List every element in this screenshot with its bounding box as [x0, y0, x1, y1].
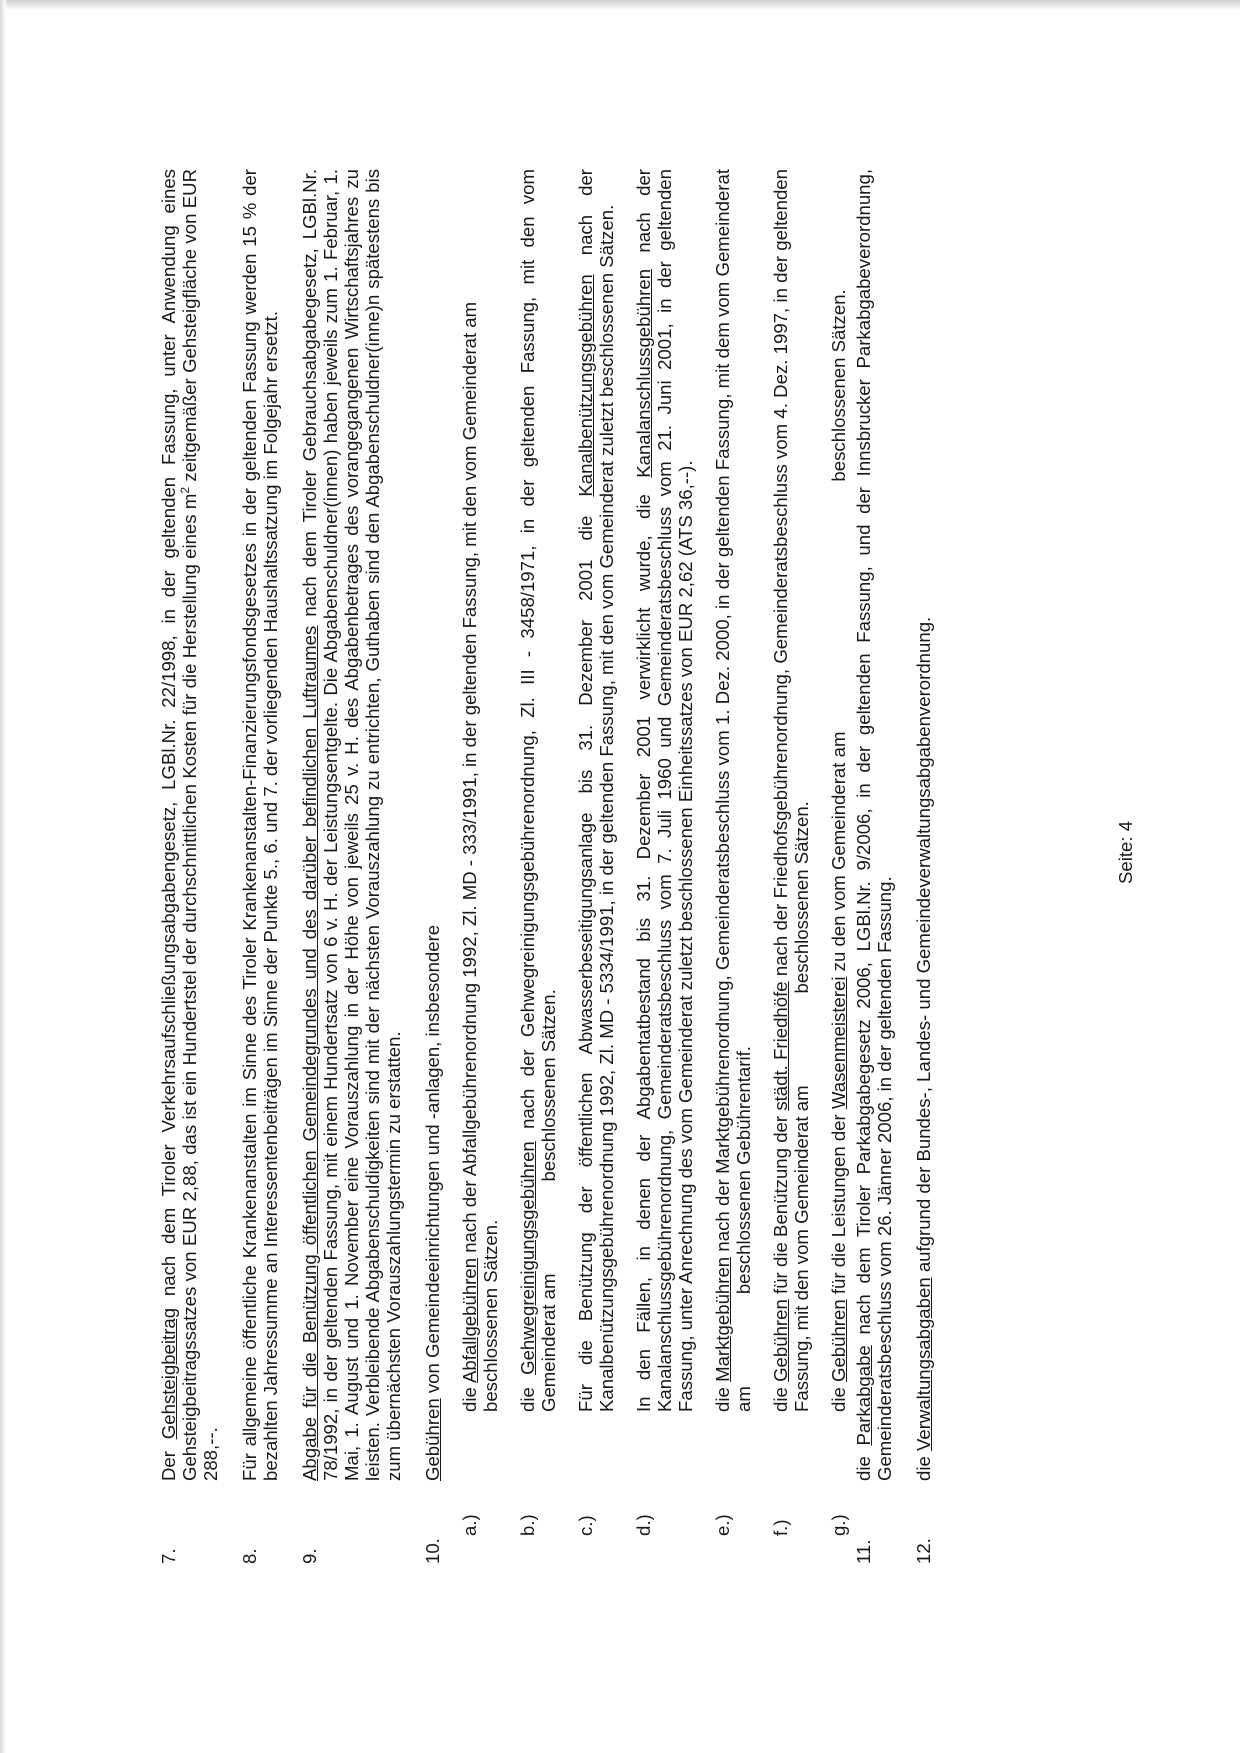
underlined-term: Abfallgebühren	[459, 1257, 480, 1384]
item-number: 10.	[422, 1538, 443, 1564]
sub-item-f	[770, 169, 812, 1550]
list-item-12	[913, 169, 934, 1564]
list-item-9	[299, 169, 404, 1564]
page-number: Seite: 4	[1115, 820, 1136, 884]
underlined-term: Gebühren	[828, 1299, 849, 1383]
item-number: 7.	[158, 1548, 179, 1564]
sub-item-letter: g.)	[828, 1514, 849, 1536]
item-text: Abgabe für die Benützung öffentlichen Gemeindegrundes und des darüber befindlichen Luftraumes nach dem Tiroler Gebrauchsabgabegesetz, LGBl.Nr. 78/1992, in der geltenden Fassung, mit einem Hundertsatz von 6 v. H. der Leistungsentgelte. Die Abgabenschuldner(innen) haben jeweils zum 1. Februar, 1. Mai, 1. August und 1. November eine Vorauszahlung in der Höhe von jeweils 25 v. H. des Abgabenbetrages des vorangegangenen Wirtschaftsjahres zu leisten. Verbleibende Abgabenschuldigkeiten sind mit der nächsten Vorauszahlung zu entrichten, Guthaben sind den Abgabenschuldner(inne)n spätestens bis zum übernächsten Vorauszahlungstermin zu erstatten.	[299, 169, 404, 1481]
sub-item-text: die Abfallgebühren nach der Abfallgebührenordnung 1992, Zl. MD - 333/1991, in der geltenden Fassung, mit den vom Gemeinderat am beschlossenen Sätzen.	[459, 301, 501, 1412]
sub-item-text: die Gehwegreinigungsgebühren nach der Gehwegreinigungsgebührenordnung, Zl. III - 3458/1971, in der geltenden Fassung, mit den vom Gemeinderat ambeschlossenen Sätzen.	[517, 168, 559, 1412]
item-text: Gebühren von Gemeindeeinrichtungen und -anlagen, insbesondere	[422, 924, 443, 1481]
item-text: Für allgemeine öffentliche Krankenanstalten im Sinne des Tiroler Krankenanstalten-Finanzierungsfondsgesetzes in der geltenden Fassung werden 15 % der bezahlten Jahressumme an Interessentenbeiträgen im Sinne der Punkte 5., 6. und 7. der vorliegenden Haushaltssatzung im Folgejahr ersetzt.	[239, 169, 281, 1481]
sub-item-d	[633, 169, 696, 1550]
underlined-term: Abgabe für die Benützung öffentlichen Gemeindegrundes und des darüber befindlichen Luftraumes	[299, 625, 320, 1481]
sub-item-b	[517, 169, 559, 1550]
sub-item-letter: f.)	[770, 1519, 791, 1536]
sub-item-e	[712, 169, 754, 1550]
item-number: 11.	[853, 1539, 874, 1564]
scan-edge-left	[0, 0, 6, 1753]
sub-item-c	[575, 169, 617, 1550]
sub-list	[459, 169, 849, 1550]
item-number: 8.	[239, 1548, 260, 1564]
sub-item-letter: c.)	[575, 1515, 596, 1536]
sub-item-letter: d.)	[633, 1514, 654, 1536]
scan-edge-top	[0, 0, 1240, 10]
underlined-term: Gehsteigbeitrag	[158, 1307, 179, 1440]
sub-item-text: Für die Benützung der öffentlichen Abwasserbeseitigungsanlage bis 31. Dezember 2001 die Kanalbenützungsgebühren nach der Kanalbenützungsgebührenordnung 1992, Zl. MD - 5334/1991, in der geltenden Fassung, mit den vom Gemeinderat zuletzt beschlossenen Sätzen.	[575, 169, 617, 1412]
list-item-11	[853, 169, 895, 1564]
underlined-term: Kanalanschlussgebühren	[633, 268, 654, 478]
list-item-8	[239, 169, 281, 1564]
sub-item-text: die Gebühren für die Leistungen der Wasenmeisterei zu den vom Gemeinderat ambeschlossenen Sätzen.	[828, 289, 849, 1412]
rotated-page	[10, 111, 1230, 1641]
underlined-term: Wasenmeisterei	[828, 976, 849, 1110]
sub-item-letter: b.)	[517, 1514, 538, 1536]
underlined-term: Gehwegreinigungsgebühren	[517, 1141, 538, 1375]
underlined-term: Gebühren	[422, 1398, 443, 1481]
underlined-term: Parkabgabe	[853, 1345, 874, 1446]
underlined-term: Gebühren	[770, 1299, 791, 1382]
item-text: Der Gehsteigbeitrag nach dem Tiroler Verkehrsaufschließungsabgabengesetz, LGBl.Nr. 22/1998, in der geltenden Fassung, unter Anwendung eines Gehsteigbeitragssatzes von EUR 2,88, das ist ein Hundertstel der durchschnittlichen Kosten für die Herstellung eines $m^2$ zeitgemäßer Gehsteigfläche von EUR 288,--.	[158, 168, 221, 1481]
sub-item-g	[828, 169, 849, 1550]
sub-item-text: die Gebühren für die Benützung der städt. Friedhöfe nach der Friedhofsgebührenordnung, Gemeinderatsbeschluss vom 4. Dez. 1997, in der geltenden Fassung, mit den vom Gemeinderat ambeschlossenen Sätzen.	[770, 169, 812, 1412]
sub-item-a	[459, 169, 501, 1550]
list-item-7	[158, 169, 221, 1564]
underlined-term: Marktgebühren	[712, 1256, 733, 1382]
item-number: 9.	[299, 1548, 320, 1564]
underlined-term: Kanalbenützungsgebühren	[575, 274, 596, 497]
superscript: 2	[177, 486, 192, 494]
item-text: die Parkabgabe nach dem Tiroler Parkabgabegesetz 2006, LGBl.Nr. 9/2006, in der geltenden Fassung, und der Innsbrucker Parkabgabeverordnung, Gemeinderatsbeschluss vom 26. Jänner 2006, in der geltenden Fassung.	[853, 168, 895, 1481]
sub-item-letter: a.)	[459, 1514, 480, 1536]
list-item-10	[422, 169, 849, 1564]
sub-item-text: In den Fällen, in denen der Abgabentatbestand bis 31. Dezember 2001 verwirklicht wurde, die Kanalanschlussgebühren nach der Kanalanschlussgebührenordnung, Gemeinderatsbeschluss vom 7. Juli 1960 und Gemeinderatsbeschluss vom 21. Juni 2001, in der geltenden Fassung, unter Anrechnung des vom Gemeinderat zuletzt beschlossenen Einheitssatzes von EUR 2,62 (ATS 36,--).	[633, 169, 696, 1412]
underlined-term: städt. Friedhöfe	[770, 981, 791, 1111]
item-text: die Verwaltungsabgaben aufgrund der Bundes-, Landes- und Gemeindeverwaltungsabgabenverordnung.	[913, 616, 934, 1481]
underlined-term: Verwaltungsabgaben	[913, 1277, 934, 1452]
item-number: 12.	[913, 1538, 934, 1564]
sub-item-text: die Marktgebühren nach der Marktgebührenordnung, Gemeinderatsbeschluss vom 1. Dez. 2000, in der geltenden Fassung, mit dem vom Gemeinderat ambeschlossenen Gebührentarif.	[712, 169, 754, 1412]
document-body	[158, 169, 952, 1564]
sub-item-letter: e.)	[712, 1514, 733, 1536]
